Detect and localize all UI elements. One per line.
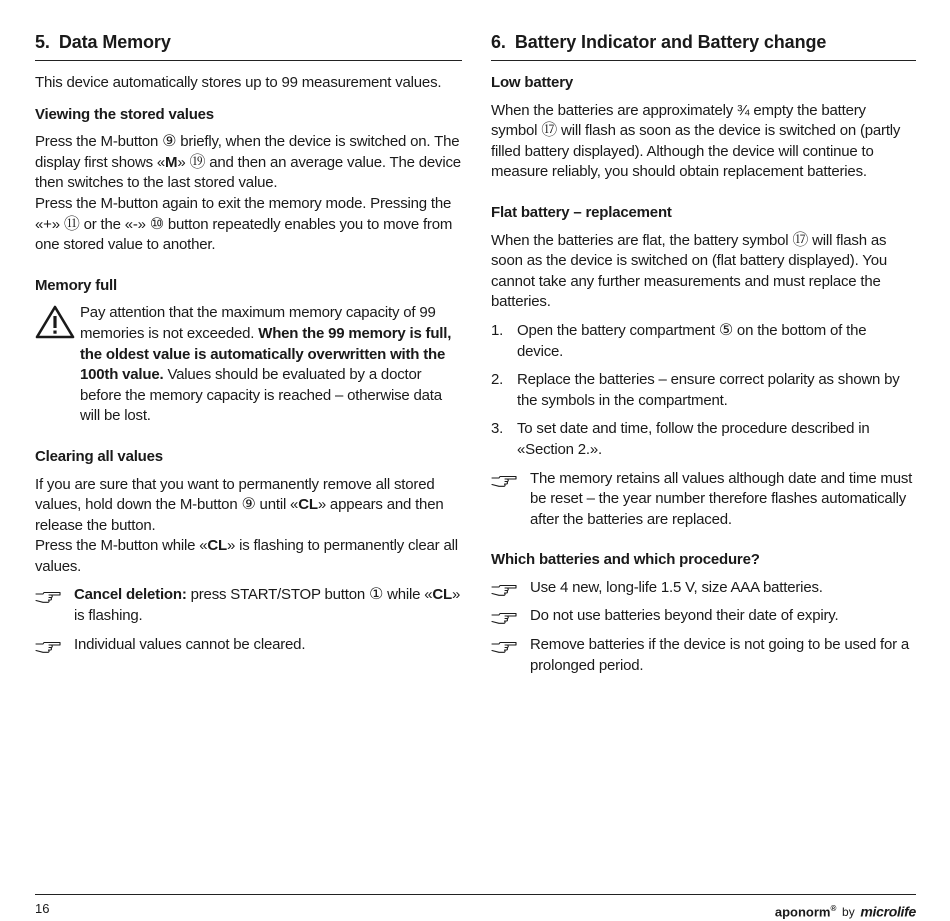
which-batteries-heading: Which batteries and which procedure? <box>491 551 760 569</box>
pointing-hand-icon <box>491 583 517 596</box>
note-use-batteries: Use 4 new, long-life 1.5 V, size AAA batteries. <box>491 578 916 599</box>
page-number: 16 <box>35 901 50 916</box>
clearing-paragraph-2: Press the M-button while «CL» is flashing to permanently clear all values. <box>35 537 458 575</box>
section-6-title-text: Battery Indicator and Battery change <box>514 32 827 52</box>
flat-battery-heading: Flat battery – replacement <box>491 203 672 221</box>
viewing-paragraph-2: Press the M-button again to exit the memory mode. Pressing the «+» ⑪ or the «-» ⑩ button repeatedly enables you to move from one stored value to another. <box>35 194 453 254</box>
step-number: 3. <box>491 420 504 438</box>
cl-symbol: CL <box>298 496 318 514</box>
note-cancel-deletion: Cancel deletion: press START/STOP button ① while «CL» is flashing. <box>35 585 462 626</box>
ref-1-icon: ① <box>368 586 384 604</box>
pointing-hand-icon <box>35 590 61 603</box>
step-number: 2. <box>491 371 504 389</box>
memory-intro: This device automatically stores up to 99 measurement values. <box>35 74 442 91</box>
flat-battery-text: When the batteries are flat, the battery symbol ⑰ will flash as soon as the device is switched on (flat battery displayed). You cannot take any further measurements and must replace the batteries. <box>491 231 887 311</box>
step-number: 1. <box>491 321 504 339</box>
note-remove-batteries: Remove batteries if the device is not going to be used for a prolonged period. <box>491 635 916 676</box>
memory-full-text: Pay attention that the maximum memory capacity of 99 memories is not exceeded. When the 99 memory is full, the oldest value is automatically overwritten with the 100th value. Values should be evaluated by a doctor before the memory capacity is reached – otherwise data will be lost. <box>80 304 452 425</box>
note-expiry: Do not use batteries beyond their date of expiry. <box>491 606 916 627</box>
step-3: 3. To set date and time, follow the procedure described in «Section 2.». <box>491 420 870 458</box>
clearing-paragraph-1: If you are sure that you want to permanently remove all stored values, hold down the M-button ⑨ until «CL» appears and then release the button. <box>35 475 444 534</box>
left-column <box>35 30 462 655</box>
pointing-hand-icon <box>491 474 517 487</box>
brand-name: aponorm <box>774 904 831 920</box>
note-individual-values: Individual values cannot be cleared. <box>35 635 462 656</box>
step-1: 1. Open the battery compartment ⑤ on the bottom of the device. <box>491 321 867 360</box>
section-5-number: 5. <box>35 32 50 52</box>
section-6-title <box>491 30 916 61</box>
viewing-heading: Viewing the stored values <box>35 105 214 123</box>
ref-19-icon: ⑲ <box>189 153 206 171</box>
ref-10-icon: ⑩ <box>149 215 164 233</box>
pointing-hand-icon <box>35 640 61 653</box>
ref-5-icon: ⑤ <box>718 321 733 339</box>
low-battery-heading: Low battery <box>491 74 573 91</box>
ref-11-icon: ⑪ <box>63 215 80 233</box>
warning-triangle-icon <box>35 305 75 339</box>
microlife-logo: microlife <box>860 903 916 920</box>
note-memory-retains: The memory retains all values although date and time must be reset – the year number therefore flashes automatically after the batteries are replaced. <box>491 469 916 531</box>
section-5-title <box>35 30 462 61</box>
section-6-number: 6. <box>491 32 506 52</box>
footer-divider <box>35 894 916 895</box>
pointing-hand-icon <box>491 611 517 624</box>
footer-brand <box>775 901 916 920</box>
clearing-heading: Clearing all values <box>35 447 163 465</box>
registered-mark: ® <box>830 904 837 913</box>
pointing-hand-icon <box>491 640 517 653</box>
section-5-title-text: Data Memory <box>58 32 171 52</box>
memory-full-warning <box>35 303 462 427</box>
ref-9-icon: ⑨ <box>241 496 256 514</box>
memory-full-heading: Memory full <box>35 276 117 294</box>
cancel-deletion-label: Cancel deletion: <box>74 586 187 604</box>
low-battery-text: When the batteries are approximately ¾ empty the battery symbol ⑰ will flash as soon as the device is switched on (partly filled battery displayed). Although the device will continue to measure reliably, you should obtain replacement batteries. <box>491 101 901 181</box>
m-symbol: M <box>165 153 178 171</box>
viewing-paragraph-1: Press the M-button ⑨ briefly, when the device is switched on. The display first shows «M» ⑲ and then an average value. The device then switches to the last stored value. <box>35 133 461 192</box>
ref-9-icon: ⑨ <box>162 133 177 151</box>
cl-symbol: CL <box>207 537 227 555</box>
brand-by: by <box>842 905 855 920</box>
cl-symbol: CL <box>432 586 452 604</box>
step-2: 2. Replace the batteries – ensure correct polarity as shown by the symbols in the compartment. <box>491 371 900 409</box>
right-column <box>491 30 916 676</box>
ref-17-icon: ⑰ <box>541 122 558 140</box>
ref-17-icon: ⑰ <box>792 231 809 249</box>
